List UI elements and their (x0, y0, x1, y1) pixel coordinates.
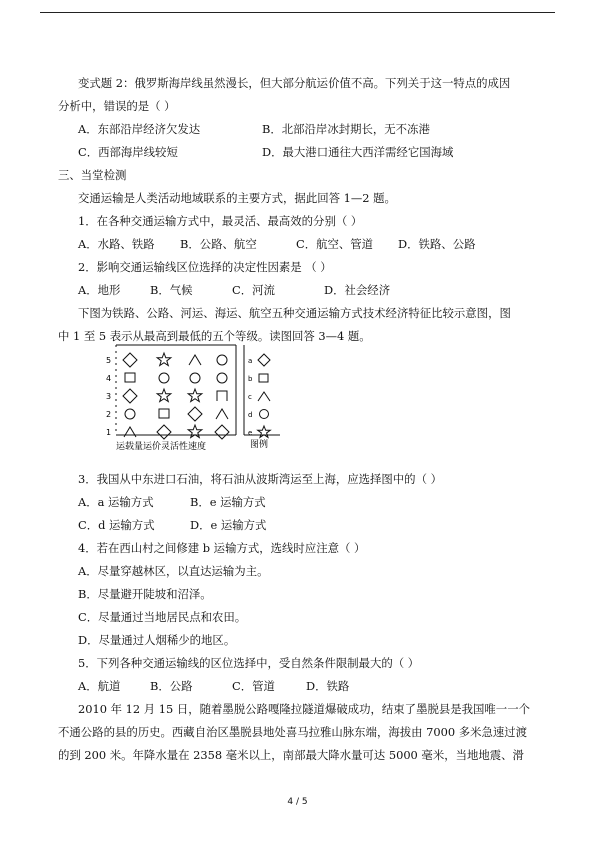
option: B．e 运输方式 (190, 495, 266, 509)
option: B．尽量避开陡坡和沼泽。 (78, 587, 212, 601)
question: 3．我国从中东进口石油，将石油从波斯湾运至上海，应选择图中的（ ） (78, 472, 442, 486)
option: A．水路、铁路 (78, 237, 155, 251)
option: D．最大港口通往大西洋需经它国海域 (262, 145, 454, 159)
section-heading: 三、当堂检测 (58, 168, 127, 182)
option: B．气候 (150, 283, 193, 297)
legend-star-symbol (258, 426, 271, 437)
square-symbol (159, 409, 169, 418)
transport-comparison-figure (104, 343, 294, 455)
question: 2．影响交通运输线区位选择的决定性因素是 （ ） (78, 260, 332, 274)
text-line: 不通公路的县的历史。西藏自治区墨脱县地处喜马拉雅山脉东端，海拔由 7000 多米急速过渡 (58, 725, 528, 739)
legend-letter: e (248, 429, 253, 437)
star-symbol (188, 425, 202, 438)
question: 4．若在西山村之间修建 b 运输方式，选线时应注意（ ） (78, 541, 366, 555)
option: B．公路 (150, 679, 193, 693)
option: C．西部海岸线较短 (78, 145, 178, 159)
diamond-symbol (123, 389, 137, 403)
circle-symbol (159, 373, 169, 383)
option: D．社会经济 (324, 283, 391, 297)
row-label: 2 (106, 410, 112, 419)
diamond-symbol (215, 425, 229, 439)
option: A．航道 (78, 679, 121, 693)
legend-caret-symbol (258, 392, 270, 401)
star-symbol (188, 389, 202, 402)
gate-symbol (217, 391, 227, 401)
circle-symbol (125, 409, 135, 419)
diamond-symbol (123, 353, 137, 367)
option: A．尽量穿越林区，以直达运输为主。 (78, 564, 269, 578)
page-number: 4 / 5 (287, 797, 308, 807)
option: C．河流 (232, 283, 275, 297)
legend-letter: d (248, 411, 253, 419)
option: D．铁路、公路 (398, 237, 476, 251)
header-rule (40, 12, 555, 13)
text-line: 变式题 2：俄罗斯海岸线虽然漫长，但大部分航运价值不高。下列关于这一特点的成因 (78, 76, 511, 90)
text-line: 中 1 至 5 表示从最高到最低的五个等级。读图回答 3—4 题。 (58, 329, 371, 343)
option: D．尽量通过人烟稀少的地区。 (78, 633, 236, 647)
x-axis-caption: 运载量运价灵活性速度 (116, 442, 207, 452)
legend-circle-symbol (260, 410, 269, 419)
legend-letter: c (248, 393, 252, 401)
star-symbol (157, 353, 171, 366)
text-line: 分析中，错误的是（ ） (58, 99, 176, 113)
row-label: 1 (106, 428, 112, 437)
text-line: 下图为铁路、公路、河运、海运、航空五种交通运输方式技术经济特征比较示意图，图 (78, 306, 511, 320)
option: D．铁路 (306, 679, 350, 693)
option: A．东部沿岸经济欠发达 (78, 122, 201, 136)
text-line: 2010 年 12 月 15 日，随着墨脱公路嘎隆拉隧道爆破成功，结束了墨脱县是我国唯一一个 (78, 702, 530, 716)
circle-symbol (190, 373, 200, 383)
legend-diamond-symbol (258, 354, 270, 366)
legend-square-symbol (259, 374, 268, 382)
question: 1．在各种交通运输方式中，最灵活、最高效的分别（ ） (78, 214, 363, 228)
option: C．d 运输方式 (78, 518, 155, 532)
star-symbol (157, 389, 171, 402)
option: C．尽量通过当地居民点和农田。 (78, 610, 247, 624)
caret-symbol (189, 355, 201, 365)
circle-symbol (217, 355, 227, 365)
option: A．a 运输方式 (78, 495, 154, 509)
option: C．管道 (232, 679, 275, 693)
text-line: 交通运输是人类活动地域联系的主要方式，据此回答 1—2 题。 (78, 191, 396, 205)
option: B．北部沿岸冰封期长，无不冻港 (262, 122, 430, 136)
circle-symbol (217, 373, 227, 383)
row-label: 5 (106, 356, 112, 365)
option: C．航空、管道 (296, 237, 374, 251)
option: A．地形 (78, 283, 121, 297)
legend-title: 图例 (250, 440, 269, 450)
square-symbol (125, 373, 135, 382)
option: B．公路、航空 (180, 237, 257, 251)
diamond-symbol (157, 425, 171, 439)
legend-letter: b (248, 375, 253, 383)
option: D．e 运输方式 (190, 518, 267, 532)
row-label: 3 (106, 392, 112, 401)
row-label: 4 (106, 374, 112, 383)
diamond-symbol (188, 407, 202, 421)
text-line: 的到 200 米。年降水量在 2358 毫米以上，南部最大降水量可达 5000 毫米，当地地震、滑 (58, 748, 524, 762)
caret-symbol (216, 409, 228, 419)
legend-letter: a (248, 357, 253, 365)
question: 5．下列各种交通运输线的区位选择中，受自然条件限制最大的（ ） (78, 656, 420, 670)
